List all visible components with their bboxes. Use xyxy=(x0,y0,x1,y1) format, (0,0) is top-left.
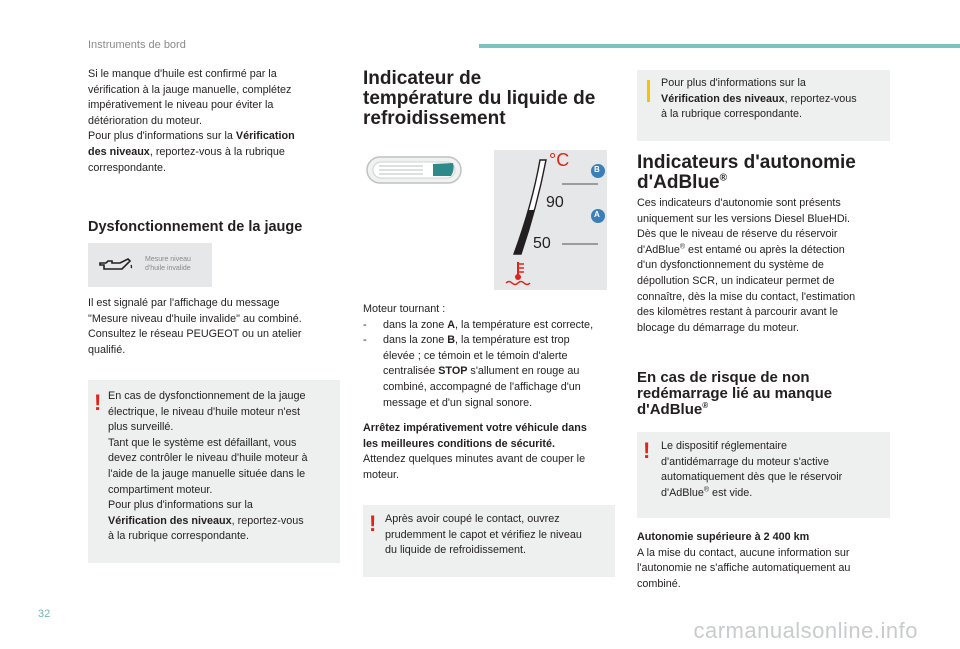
watermark: carmanualsonline.info xyxy=(693,618,918,643)
oil-intro-paragraph: Si le manque d'huile est confirmé par la vérification à la jauge manuelle, complétez impérativement le niveau pour éviter la détérioration du moteur. Pour plus d'informations sur la Vérification des niveaux, reportez-vous à la rubrique correspondante. xyxy=(88,68,295,174)
running-header: Instruments de bord xyxy=(88,39,186,51)
coolant-section-title: Indicateur de température du liquide de refroidissement xyxy=(363,68,596,129)
warning-box-gauge xyxy=(88,380,340,563)
oil-can-icon xyxy=(98,255,134,275)
adblue-subsection-title: En cas de risque de non redémarrage lié au manque d'AdBlue® xyxy=(637,369,833,418)
warning-text: Après avoir coupé le contact, ouvrez prudemment le capot et vérifiez le niveau du liquide de refroidissement. xyxy=(385,513,582,557)
warning-text: En cas de dysfonctionnement de la jauge électrique, le niveau d'huile moteur n'est plus surveillé. Tant que le système est défaillant, vous devez contrôler le niveau d'huile moteur à l'aide de la jauge manuelle située dans le compartiment moteur. Pour plus d'informations sur la Vérification des niveaux, reportez-vous à la rubrique correspondante. xyxy=(108,390,308,543)
section-title-gauge-malfunction: Dysfonctionnement de la jauge xyxy=(88,219,303,235)
coolant-paragraph: Moteur tournant : - dans la zone A, la température est correcte, - dans la zone B, la température est trop élevée ; ce témoin et le témoin d'alerte centralisée STOP s'allument en rouge au combiné, accompagné de l'affichage d'un message et d'un signal sonore. xyxy=(363,303,594,409)
gauge-label-50: 50 xyxy=(533,235,551,252)
warning-box-adblue xyxy=(637,432,890,518)
gauge-malfunction-paragraph: Il est signalé par l'affichage du message "Mesure niveau d'huile invalide" au combiné. Consultez le réseau PEUGEOT ou un atelier qualifié. xyxy=(88,297,302,356)
oil-message-label-1: Mesure niveau xyxy=(145,256,191,263)
stop-vehicle-paragraph: Arrêtez impérativement votre véhicule dans les meilleures conditions de sécurité. Attendez quelques minutes avant de couper le moteur. xyxy=(363,422,587,481)
adblue-section-title: Indicateurs d'autonomie d'AdBlue® xyxy=(637,152,856,193)
instrument-cluster-illustration xyxy=(365,151,465,187)
oil-message-illustration xyxy=(88,243,212,287)
info-text: Pour plus d'informations sur la Vérification des niveaux, reportez-vous à la rubrique correspondante. xyxy=(661,77,857,121)
header-accent-bar xyxy=(479,44,960,48)
zone-a-marker: A xyxy=(594,210,600,219)
warning-exclamation-icon: ! xyxy=(643,438,651,463)
adblue-paragraph: Ces indicateurs d'autonomie sont présents uniquement sur les versions Diesel BlueHDi. Dès que le niveau de réserve du réservoir d'AdBlue® est entamé ou après la détection d'un dysfonctionnement du système de dépollution SCR, un indicateur permet de connaître, dès la mise du contact, l'estimation des kilomètres restant à parcourir avant le blocage du démarrage du moteur. xyxy=(637,197,856,334)
coolant-temperature-gauge xyxy=(494,150,607,290)
coolant-warning-icon xyxy=(506,262,530,285)
info-box-levels xyxy=(637,70,890,141)
page-number: 32 xyxy=(38,608,51,620)
oil-message-label-2: d'huile invalide xyxy=(145,265,191,272)
info-icon xyxy=(647,80,650,102)
zone-b-marker: B xyxy=(594,165,600,174)
gauge-label-90: 90 xyxy=(546,194,564,211)
warning-exclamation-icon: ! xyxy=(369,511,377,536)
warning-exclamation-icon: ! xyxy=(94,390,102,415)
celsius-unit-label: °C xyxy=(549,150,570,170)
autonomy-paragraph: Autonomie supérieure à 2 400 km A la mise du contact, aucune information sur l'autonomie ne s'affiche automatiquement au combiné. xyxy=(637,531,851,590)
warning-text: Le dispositif réglementaire d'antidémarrage du moteur s'active automatiquement dès que le réservoir d'AdBlue® est vide. xyxy=(661,440,843,499)
warning-box-coolant xyxy=(363,505,615,577)
coolant-gauge-panel xyxy=(494,150,607,290)
